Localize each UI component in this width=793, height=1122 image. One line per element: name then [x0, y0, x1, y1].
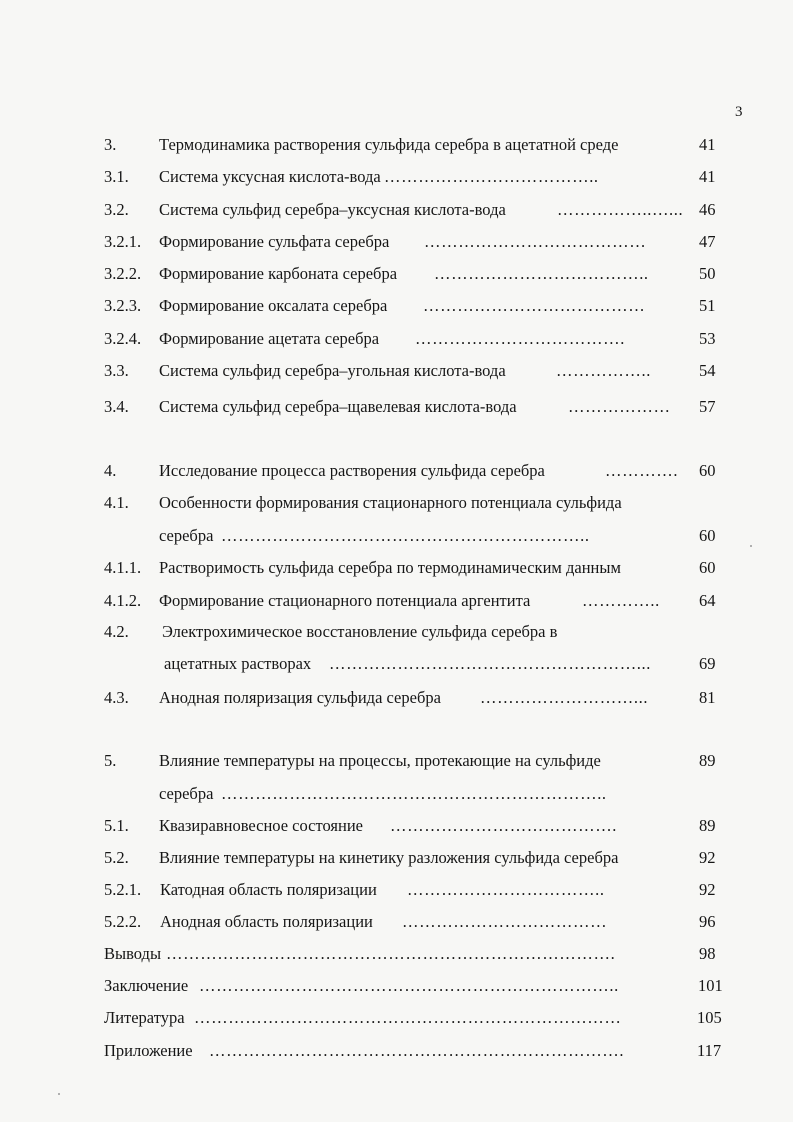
toc-entry-number: 4.1.1. — [104, 558, 142, 577]
toc-entry-leader: ……………………………………………………………….. — [199, 976, 619, 995]
toc-entry-title: Термодинамика растворения сульфида серебра в ацетатной среде — [159, 135, 619, 154]
toc-entry-page: 64 — [699, 591, 716, 610]
toc-entry-title: Литература — [104, 1008, 185, 1027]
toc-entry-leader: ………………………………… — [423, 296, 646, 315]
toc-entry — [0, 359, 793, 383]
toc-entry-page: 101 — [698, 976, 723, 995]
toc-entry — [0, 846, 793, 870]
toc-entry — [0, 556, 793, 580]
toc-entry — [0, 910, 793, 934]
toc-entry — [0, 686, 793, 710]
toc-entry-title: серебра — [159, 526, 214, 545]
toc-entry-title: Особенности формирования стационарного потенциала сульфида — [159, 493, 622, 512]
toc-entry-leader: ……………………………………………………….. — [221, 526, 590, 545]
toc-entry-page: 92 — [699, 848, 716, 867]
toc-entry-number: 4.3. — [104, 688, 129, 707]
toc-entry-title: Исследование процесса растворения сульфида серебра — [159, 461, 545, 480]
toc-entry-title: Влияние температуры на кинетику разложения сульфида серебра — [159, 848, 619, 867]
toc-entry-leader: …………………………….. — [407, 880, 605, 899]
toc-entry-number: 3.2.1. — [104, 232, 142, 251]
toc-entry-leader: ……………..…... — [557, 200, 684, 219]
toc-entry-leader: ………………………………………………... — [329, 654, 651, 673]
toc-entry — [0, 749, 793, 773]
toc-entry-number: 3.2. — [104, 200, 129, 219]
toc-entry-leader: ………………………………. — [415, 329, 625, 348]
toc-entry-title: Влияние температуры на процессы, протекающие на сульфиде — [159, 751, 601, 770]
toc-entry-title: Формирование ацетата серебра — [159, 329, 380, 348]
toc-entry-title: Катодная область поляризации — [160, 880, 377, 899]
toc-entry-page: 60 — [699, 526, 716, 545]
toc-entry — [0, 133, 793, 157]
toc-entry-number: 3.3. — [104, 361, 129, 380]
toc-entry-page: 57 — [699, 397, 716, 416]
toc-entry-title: Анодная область поляризации — [160, 912, 373, 931]
toc-entry-continuation — [0, 524, 793, 548]
toc-entry — [0, 459, 793, 483]
toc-entry-title: Формирование сульфата серебра — [159, 232, 390, 251]
toc-entry — [0, 198, 793, 222]
toc-entry — [0, 491, 793, 515]
toc-entry — [0, 974, 793, 998]
toc-entry-leader: …………….. — [556, 361, 651, 380]
toc-entry-leader: ………………………... — [480, 688, 649, 707]
toc-entry — [0, 395, 793, 419]
toc-entry-leader: ……………………………….. — [384, 167, 599, 186]
toc-entry-page: 98 — [699, 944, 716, 963]
toc-entry-title: Электрохимическое восстановление сульфида серебра в — [162, 622, 558, 641]
toc-entry-title: Заключение — [104, 976, 189, 995]
scan-speck — [750, 545, 752, 547]
toc-entry-number: 4.1. — [104, 493, 129, 512]
toc-entry-number: 5.2.2. — [104, 912, 142, 931]
toc-entry-leader: ………….. — [582, 591, 660, 610]
toc-entry-title: Система сульфид серебра–щавелевая кислота-вода — [159, 397, 517, 416]
toc-entry — [0, 230, 793, 254]
toc-entry-title: Приложение — [104, 1041, 193, 1060]
toc-entry-number: 3.2.3. — [104, 296, 142, 315]
toc-entry-number: 5. — [104, 751, 117, 770]
toc-entry — [0, 1039, 793, 1063]
toc-entry-title: Формирование стационарного потенциала аргентита — [159, 591, 531, 610]
toc-entry-continuation — [0, 782, 793, 806]
toc-entry-leader: ……………… — [568, 397, 671, 416]
toc-entry-leader: ………………………………………………………….. — [221, 784, 607, 803]
toc-entry-number: 3.2.2. — [104, 264, 142, 283]
toc-entry-continuation — [0, 652, 793, 676]
toc-entry-page: 60 — [699, 558, 716, 577]
toc-entry-number: 3. — [104, 135, 117, 154]
toc-entry-leader: ……………………………….. — [434, 264, 649, 283]
toc-entry-leader: ……………………………………………………………………. — [166, 944, 616, 963]
toc-entry-page: 41 — [699, 135, 716, 154]
toc-entry — [0, 165, 793, 189]
toc-entry — [0, 1006, 793, 1030]
toc-entry-number: 4.1.2. — [104, 591, 142, 610]
toc-entry-number: 5.1. — [104, 816, 129, 835]
toc-entry-title: Формирование оксалата серебра — [159, 296, 388, 315]
scan-speck — [58, 1093, 60, 1095]
toc-entry-page: 69 — [699, 654, 716, 673]
toc-entry-title: серебра — [159, 784, 214, 803]
toc-entry-number: 5.2.1. — [104, 880, 142, 899]
toc-entry — [0, 942, 793, 966]
toc-entry-leader: ………………………………………………………………… — [194, 1008, 622, 1027]
toc-entry-page: 92 — [699, 880, 716, 899]
toc-entry-title: Выводы — [104, 944, 162, 963]
toc-entry-title: ацетатных растворах — [164, 654, 312, 673]
toc-entry-title: Квазиравновесное состояние — [159, 816, 363, 835]
toc-entry — [0, 620, 793, 644]
toc-entry-page: 89 — [699, 751, 716, 770]
toc-entry-number: 4. — [104, 461, 117, 480]
toc-entry-number: 5.2. — [104, 848, 129, 867]
toc-entry-page: 53 — [699, 329, 716, 348]
toc-entry-page: 41 — [699, 167, 716, 186]
toc-entry — [0, 262, 793, 286]
toc-entry-title: Система уксусная кислота-вода — [159, 167, 381, 186]
toc-entry-title: Система сульфид серебра–уксусная кислота-вода — [159, 200, 506, 219]
page-number: 3 — [735, 104, 743, 120]
toc-entry-number: 4.2. — [104, 622, 129, 641]
toc-entry-page: 51 — [699, 296, 716, 315]
toc-entry-page: 46 — [699, 200, 716, 219]
toc-entry-page: 117 — [697, 1041, 722, 1060]
toc-entry — [0, 294, 793, 318]
toc-entry — [0, 589, 793, 613]
toc-entry-number: 3.1. — [104, 167, 129, 186]
toc-entry-number: 3.2.4. — [104, 329, 142, 348]
toc-entry-title: Анодная поляризация сульфида серебра — [159, 688, 441, 707]
toc-entry — [0, 814, 793, 838]
toc-entry — [0, 327, 793, 351]
toc-entry-page: 105 — [697, 1008, 722, 1027]
toc-entry-leader: ………………………………………………………………. — [209, 1041, 625, 1060]
toc-entry-leader: ………………………………… — [424, 232, 647, 251]
toc-entry-page: 54 — [699, 361, 716, 380]
toc-entry-page: 96 — [699, 912, 716, 931]
toc-entry-page: 81 — [699, 688, 716, 707]
toc-entry-leader: …………. — [605, 461, 679, 480]
toc-entry-leader: …………………………………. — [390, 816, 618, 835]
toc-entry-title: Формирование карбоната серебра — [159, 264, 398, 283]
toc-entry-page: 60 — [699, 461, 716, 480]
toc-entry-number: 3.4. — [104, 397, 129, 416]
toc-entry-page: 47 — [699, 232, 716, 251]
toc-entry-title: Растворимость сульфида серебра по термодинамическим данным — [159, 558, 621, 577]
toc-entry-title: Система сульфид серебра–угольная кислота-вода — [159, 361, 506, 380]
toc-entry-leader: ……………………………… — [402, 912, 608, 931]
toc-entry — [0, 878, 793, 902]
toc-entry-page: 89 — [699, 816, 716, 835]
toc-entry-page: 50 — [699, 264, 716, 283]
